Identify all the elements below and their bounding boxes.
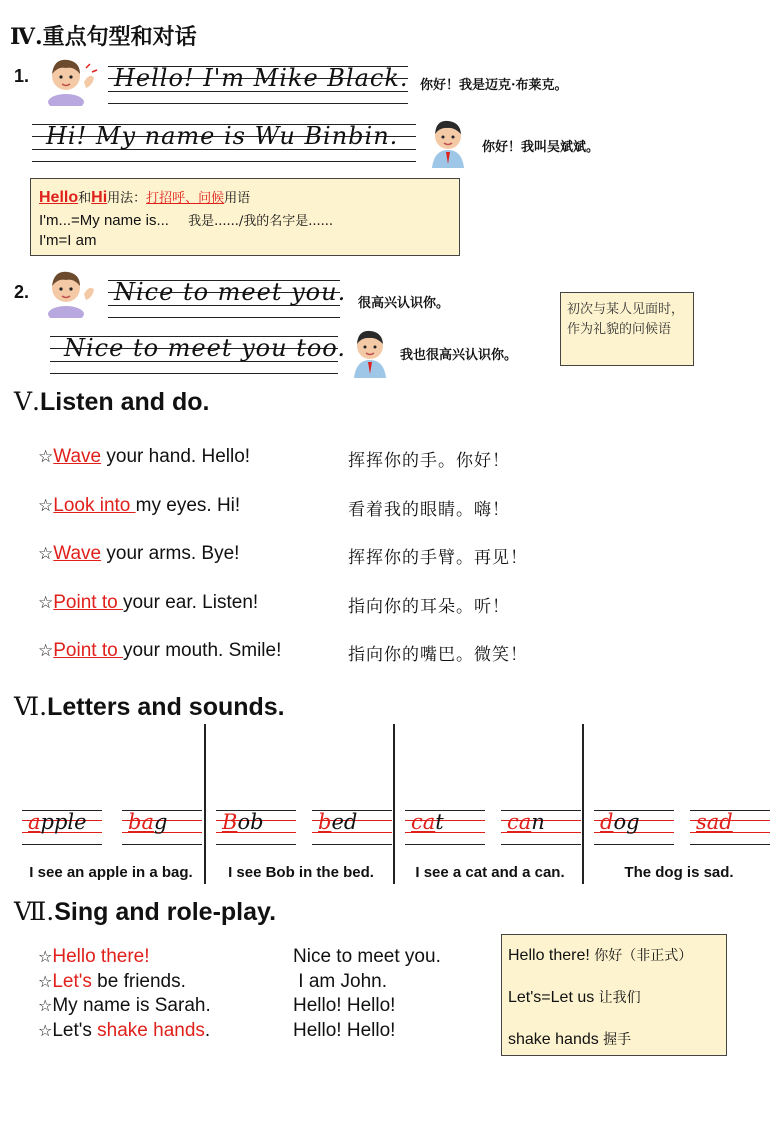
vocab-en: Hello there! bbox=[508, 947, 590, 964]
action-verb: Point to bbox=[53, 591, 123, 613]
section4-title bbox=[10, 20, 197, 51]
note-line-3: I'm=I am bbox=[39, 232, 97, 249]
action-verb: Wave bbox=[53, 543, 102, 564]
phonics-letter: ca bbox=[507, 810, 532, 834]
phonics-letter: b bbox=[318, 810, 332, 834]
song-line-left bbox=[38, 1020, 210, 1042]
song-line-right: Hello! Hello! bbox=[293, 1019, 396, 1041]
song-line-left bbox=[38, 946, 150, 968]
star-icon: ☆ bbox=[38, 971, 53, 991]
section5-title-text: Listen and do. bbox=[40, 388, 210, 416]
section6-title-text: Letters and sounds. bbox=[47, 693, 285, 721]
phonics-divider-2 bbox=[393, 724, 395, 884]
listen-row-cn: 指向你的嘴巴。微笑！ bbox=[348, 645, 528, 665]
vocab-cn: 握手 bbox=[598, 1032, 632, 1048]
action-rest: your hand. Hello! bbox=[101, 446, 251, 467]
vocab-item bbox=[508, 1029, 631, 1049]
hello-hi-note-box bbox=[30, 178, 460, 256]
note-line-2 bbox=[39, 210, 333, 229]
star-icon: ☆ bbox=[38, 1020, 53, 1040]
vocab-cn: 让我们 bbox=[594, 990, 641, 1006]
listen-row-cn: 挥挥你的手。你好！ bbox=[348, 451, 510, 471]
action-rest: your mouth. Smile! bbox=[122, 640, 282, 661]
listen-row bbox=[38, 446, 250, 468]
star-icon: ☆ bbox=[38, 447, 54, 467]
note-he: 和 bbox=[78, 191, 92, 206]
sentence-nice-to-meet: Nice to meet you. bbox=[114, 278, 347, 306]
phonics-word-rest: pple bbox=[40, 810, 87, 834]
note-hello: Hello bbox=[39, 189, 79, 206]
action-rest: your arms. Bye! bbox=[101, 543, 240, 564]
sentence-hello-mike: Hello! I'm Mike Black. bbox=[114, 64, 409, 92]
listen-row bbox=[38, 592, 258, 614]
sentence-nice-to-meet-cn: 很高兴认识你。 bbox=[358, 296, 450, 311]
star-icon: ☆ bbox=[38, 544, 54, 564]
vocab-item bbox=[508, 945, 692, 965]
vocab-en: shake hands bbox=[508, 1031, 599, 1048]
phonics-sentence: The dog is sad. bbox=[624, 864, 734, 881]
item1-number: 1. bbox=[14, 66, 30, 86]
wu-binbin-avatar bbox=[424, 114, 474, 168]
section6-roman: Ⅵ. bbox=[14, 692, 48, 721]
phonics-word-rest: t bbox=[435, 810, 444, 834]
action-rest: your ear. Listen! bbox=[122, 591, 259, 613]
sentence-nice-too-cn: 我也很高兴认识你。 bbox=[400, 348, 518, 363]
phonics-word bbox=[600, 810, 640, 834]
listen-row bbox=[38, 640, 281, 662]
song-line-right: I am John. bbox=[293, 970, 387, 992]
star-icon: ☆ bbox=[38, 592, 54, 613]
section7-title-text: Sing and role-play. bbox=[54, 898, 277, 926]
section5-title bbox=[14, 387, 209, 417]
sentence-nice-too: Nice to meet you too. bbox=[64, 334, 346, 362]
phonics-divider-1 bbox=[204, 724, 206, 884]
section5-roman: Ⅴ. bbox=[14, 387, 41, 416]
star-icon: ☆ bbox=[38, 641, 54, 661]
star-icon: ☆ bbox=[38, 947, 53, 966]
mike-avatar bbox=[44, 54, 100, 106]
phonics-sentence: I see a cat and a can. bbox=[415, 864, 565, 881]
section4-roman: Ⅳ. bbox=[10, 24, 43, 50]
section4-title-text: 重点句型和对话 bbox=[42, 24, 197, 50]
phonics-word-rest: ob bbox=[237, 810, 264, 834]
phonics-word bbox=[222, 810, 264, 834]
item2-number: 2. bbox=[14, 282, 30, 302]
song-text: My name is Sarah. bbox=[52, 995, 211, 1016]
phonics-word-rest: og bbox=[613, 810, 640, 834]
note-usage-red: 打招呼、问候 bbox=[146, 191, 225, 206]
phonics-letter: ba bbox=[128, 810, 154, 834]
phonics-divider-3 bbox=[582, 724, 584, 884]
song-line-left bbox=[38, 971, 186, 993]
note-line2-cn: 我是....../我的名字是...... bbox=[188, 214, 334, 229]
phonics-sentence: I see Bob in the bed. bbox=[228, 864, 374, 881]
note-line-1 bbox=[39, 187, 250, 207]
listen-row-cn: 看着我的眼睛。嗨！ bbox=[348, 499, 510, 520]
song-line-right: Hello! Hello! bbox=[293, 995, 396, 1016]
phonics-letter: B bbox=[222, 810, 238, 834]
wu-binbin-avatar-2 bbox=[346, 324, 396, 378]
phonics-word bbox=[411, 810, 444, 834]
section6-title bbox=[14, 692, 285, 722]
phonics-word-rest: g bbox=[153, 810, 168, 834]
listen-row-cn: 挥挥你的手臂。再见！ bbox=[348, 548, 528, 568]
note-usage-tail: 用语 bbox=[224, 191, 251, 206]
vocab-cn: 你好（非正式） bbox=[589, 948, 693, 964]
phonics-word bbox=[696, 810, 733, 834]
action-rest: my eyes. Hi! bbox=[135, 494, 241, 516]
star-icon: ☆ bbox=[38, 495, 54, 516]
note-line2-en: I'm...=My name is... bbox=[39, 212, 169, 229]
action-verb: Wave bbox=[53, 446, 102, 467]
note-usage: 用法： bbox=[107, 191, 147, 206]
phonics-word bbox=[318, 810, 357, 834]
section7-roman: Ⅶ. bbox=[14, 897, 55, 926]
song-text: be friends. bbox=[91, 970, 186, 992]
song-line-right: Nice to meet you. bbox=[293, 946, 441, 967]
phonics-letter: ca bbox=[411, 810, 436, 834]
star-icon: ☆ bbox=[38, 996, 53, 1015]
phonics-sentence: I see an apple in a bag. bbox=[29, 864, 193, 881]
mike-avatar-2 bbox=[44, 266, 100, 318]
song-key-phrase: Hello there! bbox=[52, 946, 150, 967]
song-text: . bbox=[204, 1019, 211, 1041]
phonics-word bbox=[128, 810, 167, 834]
listen-row bbox=[38, 495, 240, 517]
note-hi: Hi bbox=[91, 189, 108, 206]
song-text: Let's bbox=[52, 1019, 98, 1041]
phonics-word-rest: n bbox=[531, 810, 545, 834]
phonics-letter: d bbox=[600, 810, 614, 834]
song-vocab-box bbox=[501, 934, 727, 1056]
phonics-word bbox=[28, 810, 87, 834]
action-verb: Point to bbox=[53, 640, 123, 661]
song-key-phrase: Let's bbox=[52, 970, 92, 992]
vocab-en: Let's=Let us bbox=[508, 989, 595, 1006]
song-line-left bbox=[38, 995, 211, 1017]
phonics-word bbox=[507, 810, 545, 834]
greeting-side-note: 初次与某人见面时，作为礼貌的问候语 bbox=[560, 292, 694, 366]
section7-title bbox=[14, 897, 276, 927]
action-verb: Look into bbox=[53, 494, 136, 516]
vocab-item bbox=[508, 987, 641, 1007]
listen-row bbox=[38, 543, 239, 565]
phonics-word-rest: ed bbox=[331, 810, 358, 834]
listen-row-cn: 指向你的耳朵。听！ bbox=[348, 596, 510, 617]
phonics-letter: sad bbox=[696, 810, 733, 834]
sentence-hi-wu: Hi! My name is Wu Binbin. bbox=[46, 122, 399, 150]
song-key-phrase: shake hands bbox=[97, 1019, 205, 1041]
phonics-letter: a bbox=[28, 810, 41, 834]
sentence-hi-wu-cn: 你好！我叫吴斌斌。 bbox=[482, 140, 600, 155]
sentence-hello-mike-cn: 你好！我是迈克·布莱克。 bbox=[420, 78, 568, 93]
